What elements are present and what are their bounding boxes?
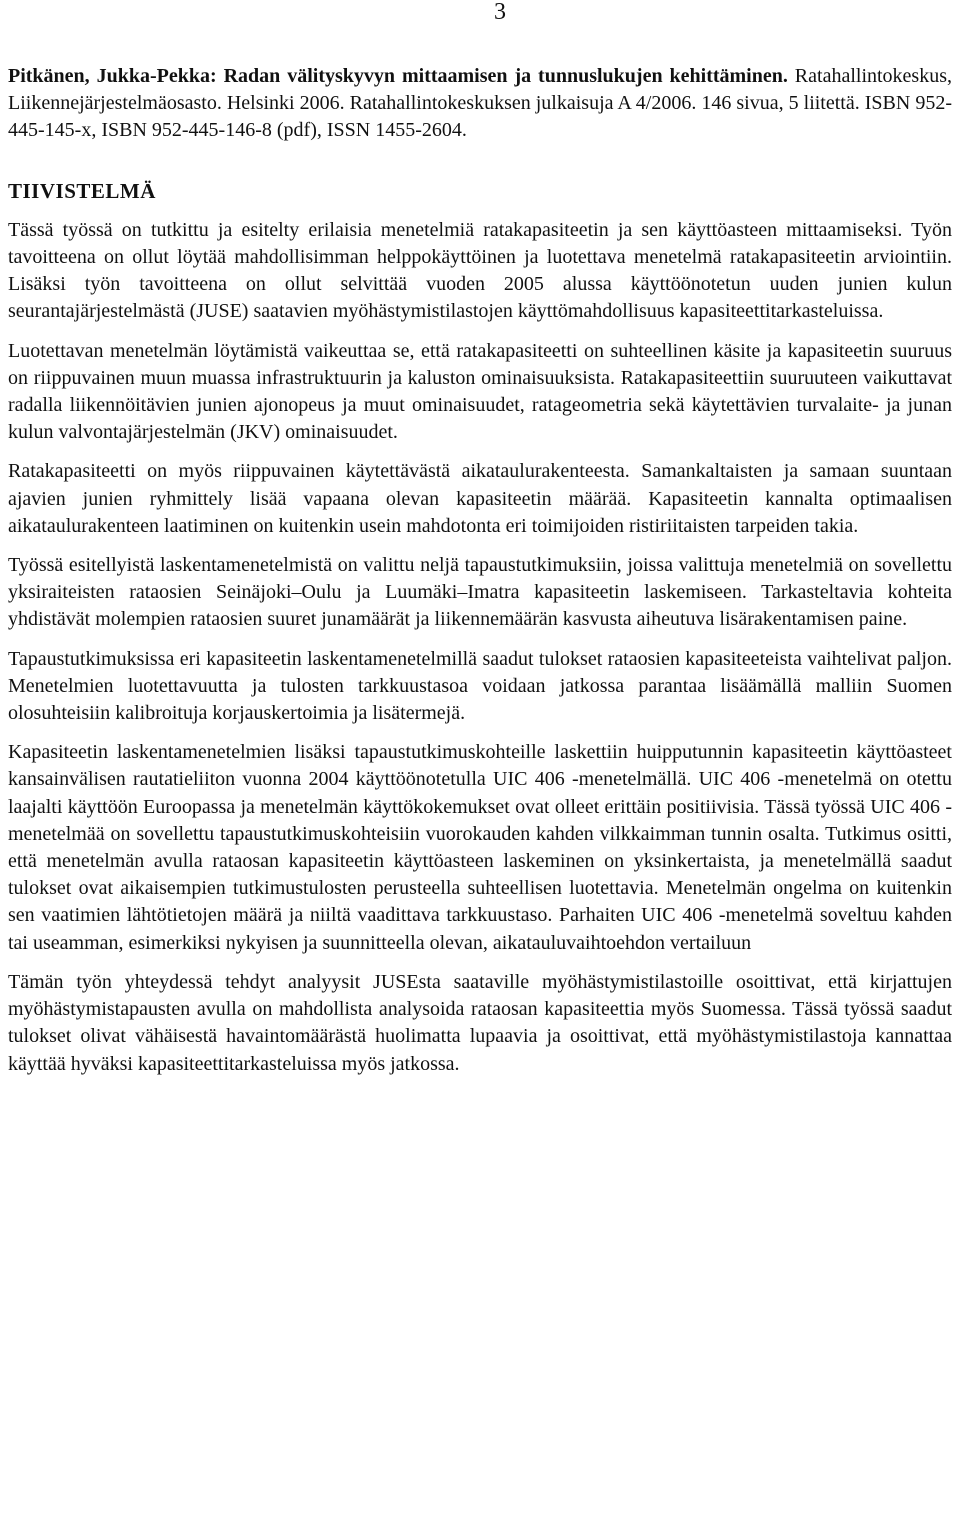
paragraph-4: Työssä esitellyistä laskentamenetelmistä on valittu neljä tapaustutkimuksiin, joissa valittuja menetelmiä on sovellettu yksiraiteisten rataosien Seinäjoki–Oulu ja Luumäki–Imatra kapasiteetin laskemiseen. Tarkasteltavia kohteita yhdistävät molempien rataosien suuret junamäärät ja liikennemäärän kasvusta aiheutuva lisärakentamisen paine. [8,554,952,631]
abstract-heading: TIIVISTELMÄ [8,178,156,203]
citation-author: Pitkänen, Jukka-Pekka [8,65,210,87]
paragraph-6: Kapasiteetin laskentamenetelmien lisäksi tapaustutkimuskohteille laskettiin huipputunnin kapasiteetin käyttöasteet kansainvälisen rautatieliiton vuonna 2004 käyttöönotetulla UIC 406 -menetelmällä. UIC 406 -menetelmä on otettu laajalti käyttöön Euroopassa ja menetelmän käyttökokemukset ovat olleet erittäin positiivisia. Tässä työssä UIC 406 -menetelmää on sovellettu tapaustutkimuskohteisiin vuorokauden kahden vilkkaimman tunnin osalta. Tutkimus ositti, että menetelmän avulla rataosan kapasiteetin käyttöasteen laskeminen on yksinkertaista, ja menetelmällä saadut tulokset ovat aikaisempien tutkimustulosten perusteella suhteellisen luotettavia. Menetelmän ongelma on kuitenkin sen vaatimien lähtötietojen määrä ja niiltä vaadittava tarkkuustaso. Parhaiten UIC 406 -menetelmä soveltuu kahden tai useamman, esimerkiksi nykyisen ja suunnitteella olevan, aikatauluvaihtoehdon vertailuun [8,741,952,954]
paragraph-7: Tämän työn yhteydessä tehdyt analyysit JUSEsta saataville myöhästymistilastoille osoittivat, että kirjattujen myöhästymistapausten avulla on mahdollista analysoida rataosan kapasiteettia myös Suomessa. Tässä työssä saadut tulokset olivat vähäisestä havaintomäärästä huolimatta lupaavia ja osoittivat, että myöhästymistilastoja kannattaa käyttää hyväksi kapasiteettitarkasteluissa myös jatkossa. [8,970,952,1075]
page-number: 3 [494,0,506,25]
paragraph-3: Ratakapasiteetti on myös riippuvainen käytettävästä aikataulurakenteesta. Samankaltaisten ja samaan suuntaan ajavien junien ryhmittely lisää vapaana olevan kapasiteetin määrää. Kapasiteetin kannalta optimaalisen aikataulurakenteen laatiminen on kuitenkin usein mahdotonta eri toimijoiden ristiriitaisten tarpeiden takia. [8,460,952,537]
paragraph-2: Luotettavan menetelmän löytämistä vaikeuttaa se, että ratakapasiteetti on suhteellinen käsite ja kapasiteetin suuruus on riippuvainen muun muassa infrastruktuurin ja kaluston ominaisuuksista. Ratakapasiteettiin suuruuteen vaikuttavat radalla liikennöitävien junien ajonopeus ja muut ominaisuudet, ratageometria sekä käytettävien turvalaite- ja junan kulun valvontajärjestelmän (JKV) ominaisuudet. [8,339,952,444]
citation-publication: Ratahallintokeskus, Liikennejärjestelmäosasto. Helsinki 2006. Ratahallintokeskuksen julkaisuja A 4/2006. 146 sivua, 5 liitettä. ISBN 952-445-145-x, ISBN 952-445-146-8 (pdf), ISSN 1455-2604. [8,65,952,142]
paragraph-1: Tässä työssä on tutkittu ja esitelty erilaisia menetelmiä ratakapasiteetin ja sen käyttöasteen mittaamiseksi. Työn tavoitteena on ollut löytää mahdollisimman helppokäyttöinen ja luotettava menetelmä ratakapasiteetin arviointiin. Lisäksi työn tavoitteena on ollut selvittää vuoden 2005 alussa käyttöönotetun uuden junien kulun seurantajärjestelmästä (JUSE) saatavien myöhästymistilastojen käyttömahdollisuus kapasiteettitarkasteluissa. [8,218,952,323]
document-body [8,63,952,1078]
citation [8,63,952,145]
paragraph-5: Tapaustutkimuksissa eri kapasiteetin laskentamenetelmillä saadut tulokset rataosien kapasiteeteista vaihtelivat paljon. Menetelmien luotettavuutta ja tulosten tarkkuustasoa voidaan jatkossa parantaa lisäämällä malliin Suomen olosuhteisiin kalibroituja korjauskertoimia ja lisätermejä. [8,647,952,725]
citation-title: : Radan välityskyvyn mittaamisen ja tunnuslukujen kehittäminen. [210,65,788,87]
